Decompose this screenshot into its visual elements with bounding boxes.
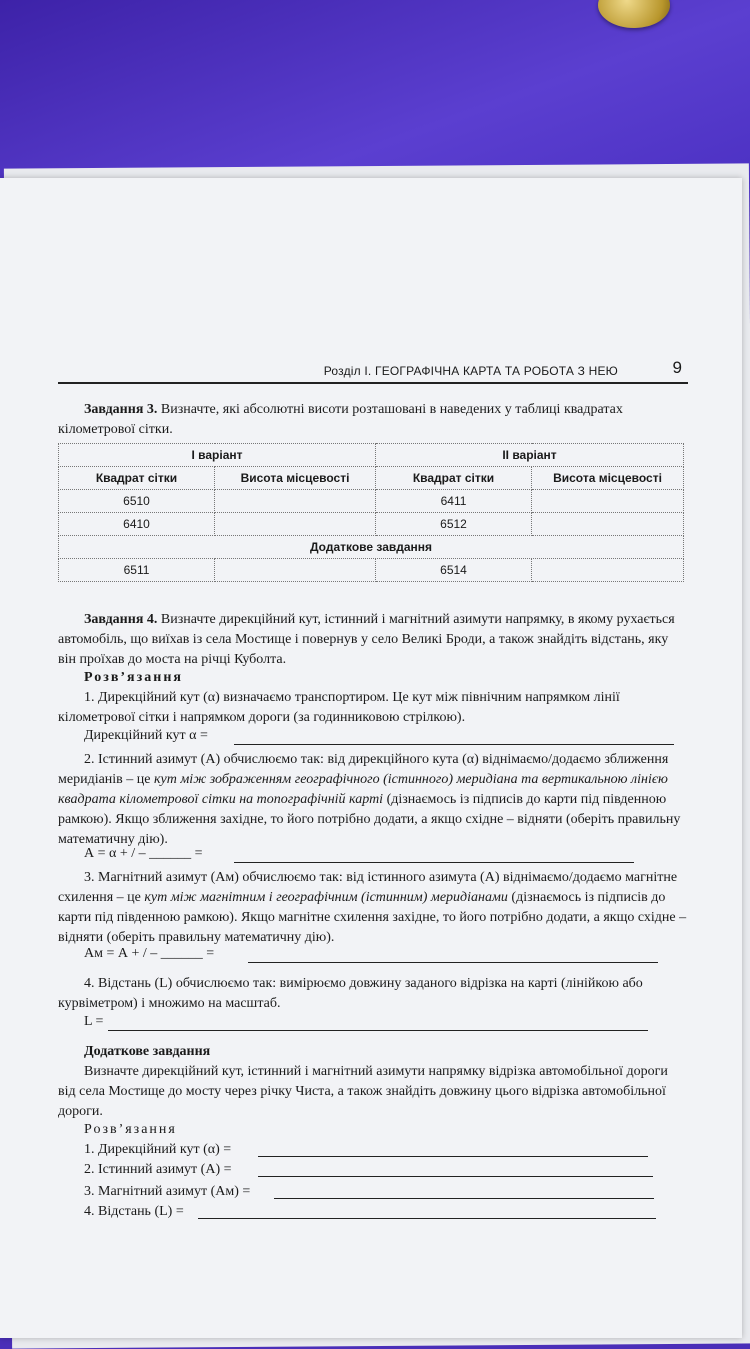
extra-solution-label: Розв’язання — [84, 1122, 177, 1137]
page-number: 9 — [672, 358, 682, 377]
section-title: Розділ І. ГЕОГРАФІЧНА КАРТА ТА РОБОТА З НЕЮ — [323, 364, 618, 378]
extra-task-text: Визначте дирекційний кут, істинний і магнітний азимути напрямку відрізка автомобільної дороги від села Мостище до мосту через річку Чиста, а також знайдіть довжину цього відрізка автомобільної дороги. — [58, 1064, 668, 1119]
task-3-label: Завдання 3. — [84, 402, 158, 417]
table-row — [59, 513, 684, 536]
step-3 — [58, 868, 688, 948]
step-4-fill-label: L = — [84, 1014, 104, 1029]
step-1-fill-label: Дирекційний кут α = — [84, 728, 208, 743]
task-4-label: Завдання 4. — [84, 612, 158, 627]
table-cell: 6511 — [59, 559, 215, 582]
answer-cell[interactable] — [215, 559, 376, 582]
extra-item-2-line[interactable] — [258, 1176, 653, 1177]
variant-1-header: І варіант — [59, 444, 376, 467]
step-2-fill-label: А = α + / – ______ = — [84, 846, 203, 861]
step-2 — [58, 750, 688, 850]
task-3-text: Визначте, які абсолютні висоти розташовані в наведених у таблиці квадратах кілометрової сітки. — [58, 402, 623, 437]
step-3-italic: кут між магнітним і географічним (істинним) меридіанами — [144, 890, 508, 905]
step-3-answer-line[interactable] — [248, 962, 658, 963]
step-2-answer-line[interactable] — [234, 862, 634, 863]
table-row — [59, 490, 684, 513]
answer-cell[interactable] — [532, 513, 684, 536]
col-square-2: Квадрат сітки — [376, 467, 532, 490]
table-row — [59, 559, 684, 582]
extra-item-1-line[interactable] — [258, 1156, 648, 1157]
task-4 — [58, 610, 688, 670]
extra-item-3-line[interactable] — [274, 1198, 654, 1199]
step-2-text-b: (дізнаємось із підписів до карти під південною рамкою). Якщо зближення західне, то його потрібно додати, а якщо східне – відняти (оберіть правильну математичну дію). — [58, 792, 681, 847]
col-height-1: Висота місцевості — [215, 467, 376, 490]
extra-item-1: 1. Дирекційний кут (α) = — [84, 1142, 232, 1157]
step-1-answer-line[interactable] — [234, 744, 674, 745]
extra-task-row-label: Додаткове завдання — [59, 536, 684, 559]
answer-cell[interactable] — [215, 490, 376, 513]
heights-table — [58, 443, 684, 582]
extra-task-title: Додаткове завдання — [84, 1044, 211, 1059]
variant-2-header: ІІ варіант — [376, 444, 684, 467]
step-1: 1. Дирекційний кут (α) визначаємо транспортиром. Це кут між північним напрямком лінії кілометрової сітки і напрямком дороги (за годинниковою стрілкою). — [58, 690, 620, 725]
extra-item-4: 4. Відстань (L) = — [84, 1204, 184, 1219]
extra-item-4-line[interactable] — [198, 1218, 656, 1219]
task-4-text: Визначте дирекційний кут, істинний і магнітний азимути напрямку, в якому рухається автомобіль, що виїхав із села Мостище і повернув у село Великі Броди, а також знайдіть відстань, яку він проїхав до моста на річці Куболта. — [58, 612, 675, 667]
table-cell: 6512 — [376, 513, 532, 536]
table-cell: 6411 — [376, 490, 532, 513]
col-height-2: Висота місцевості — [532, 467, 684, 490]
answer-cell[interactable] — [532, 559, 684, 582]
page-header — [58, 358, 688, 384]
step-2-text-a: 2. Істинний азимут (А) обчислюємо так: від дирекційного кута (α) віднімаємо/додаємо зближення меридіанів – це — [58, 752, 669, 787]
answer-cell[interactable] — [215, 513, 376, 536]
answer-cell[interactable] — [532, 490, 684, 513]
table-cell: 6510 — [59, 490, 215, 513]
step-2-italic: кут між зображенням географічного (істинного) меридіана та вертикальною лінією квадрата кілометрової сітки на топографічній карті — [58, 772, 668, 807]
extra-item-2: 2. Істинний азимут (А) = — [84, 1162, 232, 1177]
step-4: 4. Відстань (L) обчислюємо так: вимірюємо довжину заданого відрізка на карті (лінійкою або курвіметром) і множимо на масштаб. — [58, 976, 643, 1011]
task-3 — [58, 400, 688, 440]
step-3-fill-label: Ам = А + / – ______ = — [84, 946, 215, 961]
step-3-text-b: (дізнаємось із підписів до карти під південною рамкою). Якщо магнітне схилення західне, то його потрібно додати, а якщо східне – відняти (оберіть правильну математичну дію). — [58, 890, 687, 945]
solution-label: Розв’язання — [84, 670, 183, 685]
table-cell: 6514 — [376, 559, 532, 582]
step-4-answer-line[interactable] — [108, 1030, 648, 1031]
step-3-text-a: 3. Магнітний азимут (Ам) обчислюємо так: від істинного азимута (А) віднімаємо/додаємо магнітне схилення – це — [58, 870, 678, 905]
col-square-1: Квадрат сітки — [59, 467, 215, 490]
table-cell: 6410 — [59, 513, 215, 536]
extra-item-3: 3. Магнітний азимут (Ам) = — [84, 1184, 251, 1199]
